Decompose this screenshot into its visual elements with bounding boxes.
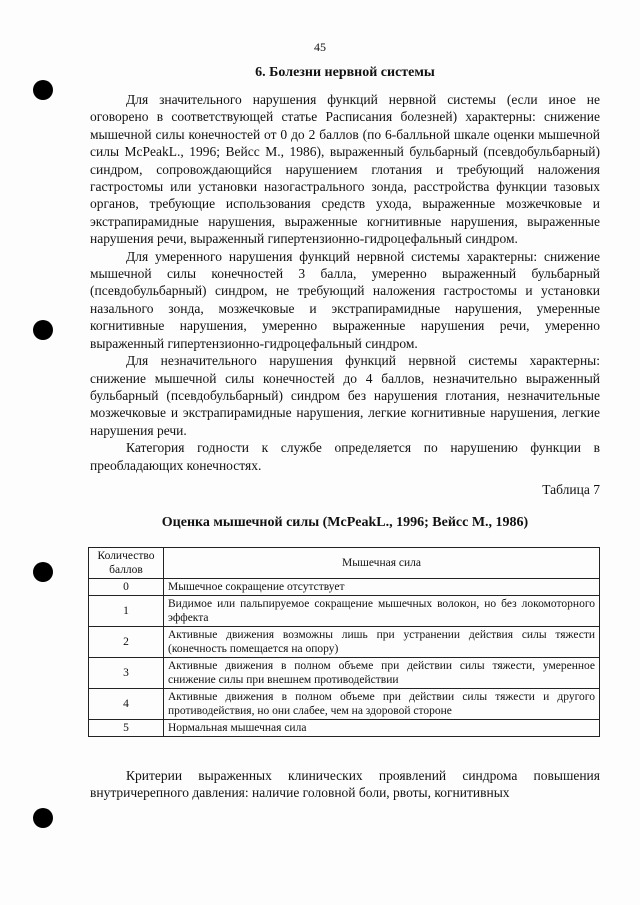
score-cell: 4: [89, 688, 164, 719]
score-cell: 3: [89, 657, 164, 688]
table-row: [89, 626, 600, 657]
table-title: Оценка мышечной силы (McPeakL., 1996; Вейсс М., 1986): [161, 514, 529, 530]
table-header-row: [89, 547, 600, 578]
table-row: [89, 688, 600, 719]
paragraph-fitness-category: Категория годности к службе определяется по нарушению функции в преобладающих конечностях.: [90, 440, 600, 473]
score-cell: 0: [89, 578, 164, 595]
paragraph-intracranial-pressure: Критерии выраженных клинических проявлений синдрома повышения внутричерепного давления: наличие головной боли, рвоты, когнитивных: [90, 767, 600, 801]
score-cell: 1: [89, 595, 164, 626]
table-row: [89, 578, 600, 595]
section-title: 6. Болезни нервной системы: [255, 65, 435, 80]
score-cell: 2: [89, 626, 164, 657]
header-score: Количество баллов: [89, 547, 164, 578]
paragraph-minor: Для незначительного нарушения функций нервной системы характерны: снижение мышечной силы конечностей до 4 баллов, незначительно выраженный бульбарный (псевдобульбарный) синдром без нарушения глотания, незначительные мозжечковые и экстрапирамидные нарушения, легкие когнитивные нарушения, легкие нарушения речи.: [90, 353, 600, 438]
header-strength: Мышечная сила: [164, 547, 600, 578]
description-cell: Активные движения в полном объеме при действии силы тяжести и другого противодействия, но они слабее, чем на здоровой стороне: [164, 688, 600, 719]
description-cell: Активные движения в полном объеме при действии силы тяжести, умеренное снижение силы при внешнем противодействии: [164, 657, 600, 688]
paragraph-moderate: Для умеренного нарушения функций нервной системы характерны: снижение мышечной силы конечностей 3 балла, умеренно выраженный бульбарный (псевдобульбарный) синдром, не требующий наложения гастростомы и установки назального зонда, мозжечковые и экстрапирамидные нарушения, умеренные когнитивные нарушения, умеренно выраженные нарушения речи, умеренно выраженный гипертензионно-гидроцефальный синдром.: [90, 248, 600, 351]
binder-hole: [33, 320, 53, 340]
binder-hole: [33, 80, 53, 100]
paragraph-significant: Для значительного нарушения функций нервной системы (если иное не оговорено в соответствующей статье Расписания болезней) характерны: снижение мышечной силы конечностей от 0 до 2 баллов (по 6-балльной шкале оценки мышечной силы McPeakL., 1996; Вейсс М., 1986), выраженный бульбарный (псевдобульбарный) синдром, сопровождающийся нарушением глотания и требующий наложения гастростомы или установки назогастрального зонда, расстройства функции тазовых органов, требующие использования средств ухода, выраженные мозжечковые и экстрапирамидные нарушения, выраженные когнитивные нарушения, выраженные нарушения речи, выраженный гипертензионно-гидроцефальный синдром.: [90, 92, 600, 247]
description-cell: Мышечное сокращение отсутствует: [164, 578, 600, 595]
muscle-strength-table: [88, 547, 600, 737]
table-row: [89, 595, 600, 626]
description-cell: Активные движения возможны лишь при устранении действия силы тяжести (конечность помещается на опору): [164, 626, 600, 657]
description-cell: Видимое или пальпируемое сокращение мышечных волокон, но без локомоторного эффекта: [164, 595, 600, 626]
table-row: [89, 719, 600, 736]
table-row: [89, 657, 600, 688]
document-body: [90, 64, 600, 802]
score-cell: 5: [89, 719, 164, 736]
binder-hole: [33, 562, 53, 582]
binder-hole: [33, 808, 53, 828]
table-caption: Таблица 7: [542, 481, 600, 497]
description-cell: Нормальная мышечная сила: [164, 719, 600, 736]
page-number: 45: [314, 40, 326, 54]
